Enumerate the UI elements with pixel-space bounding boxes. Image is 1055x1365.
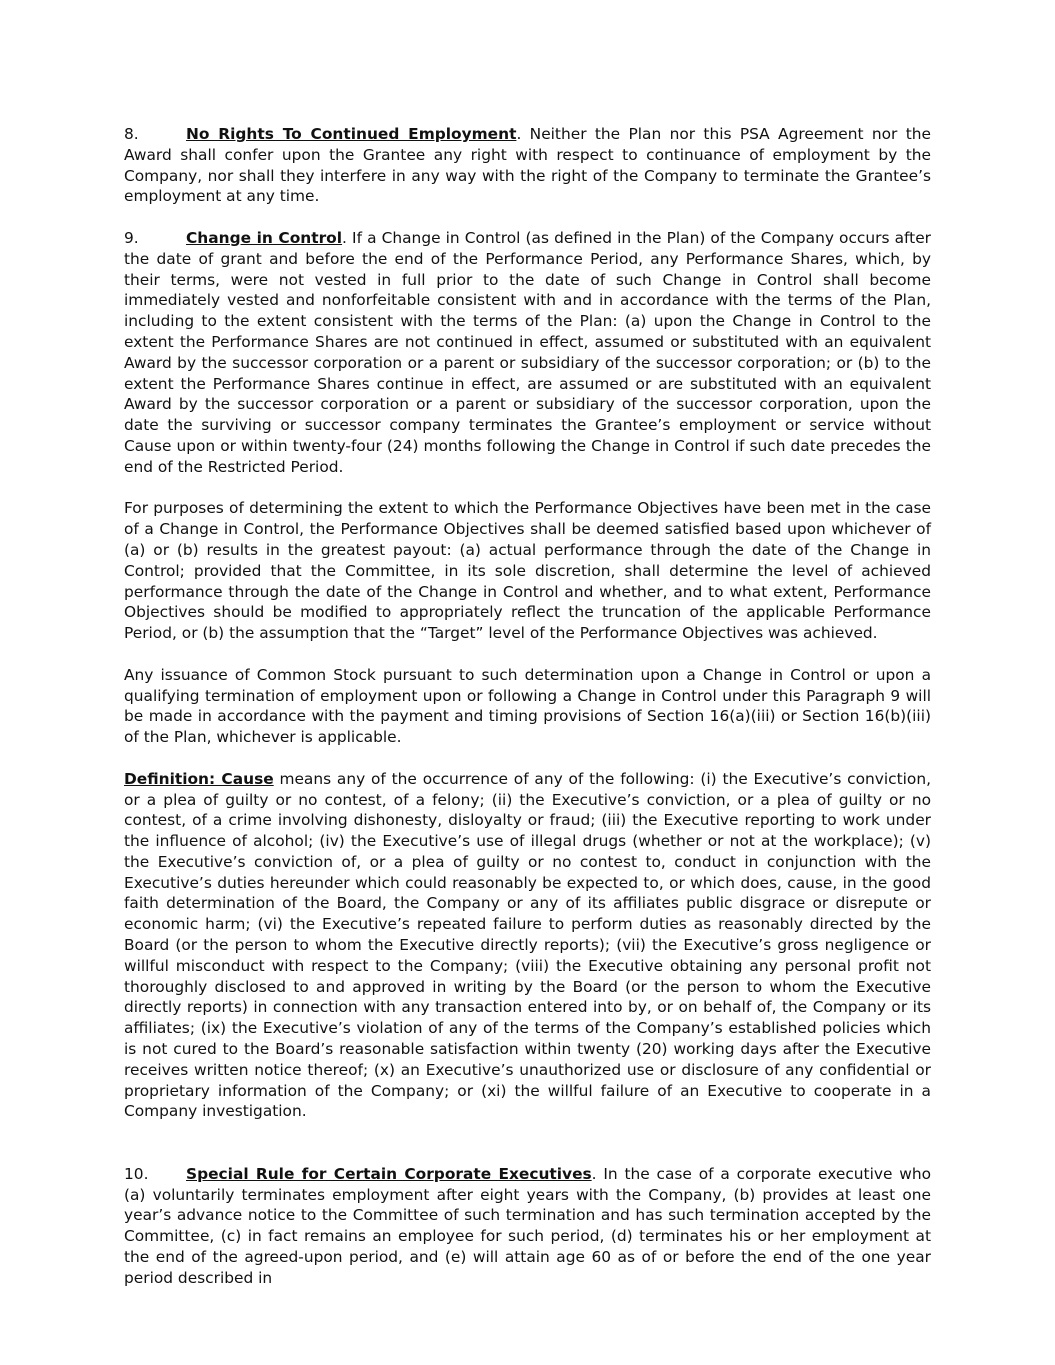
definition-body: means any of the occurrence of any of the following: (i) the Executive’s conviction, or a plea of guilty or no contest, of a felony; (ii) the Executive’s conviction, or a plea of guilty or no contest, of a crime involving dishonesty, disloyalty or fraud; (iii) the Executive reporting to work under the influence of alcohol; (iv) the Executive’s use of illegal drugs (whether or not at the workplace); (v) the Executive’s conviction of, or a plea of guilty or no contest to, conduct in conjunction with the Executive’s duties hereunder which could reasonably be expected to, or which does, cause, in the good faith determination of the Board, the Company or any of its affiliates public disgrace or disrepute or economic harm; (vi) the Executive’s repeated failure to perform duties as reasonably directed by the Board (or the person to whom the Executive directly reports); (vii) the Executive’s gross negligence or willful misconduct with respect to the Company; (viii) the Executive obtaining any personal profit not thoroughly disclosed to and approved in writing by the Board (or the person to whom the Executive directly reports) in connection with any transaction entered into by, or on behalf of, the Company or its affiliates; (ix) the Executive’s violation of any of the terms of the Company’s established policies which is not cured to the Board’s reasonable satisfaction within twenty (20) working days after the Executive receives written notice thereof; (x) an Executive’s unauthorized use or disclosure of any confidential or proprietary information of the Company; or (xi) the willful failure of an Executive to cooperate in a Company investigation.: [124, 769, 931, 1121]
spacer: [124, 1143, 931, 1164]
section-heading: Special Rule for Certain Corporate Executives: [186, 1164, 592, 1183]
section-number: 9.: [124, 228, 139, 247]
paragraph-common-stock-issuance: Any issuance of Common Stock pursuant to such determination upon a Change in Control or upon a qualifying termination of employment upon or following a Change in Control under this Paragraph 9 will be made in accordance with the payment and timing provisions of Section 16(a)(iii) or Section 16(b)(iii) of the Plan, whichever is applicable.: [124, 665, 931, 747]
section-body: . If a Change in Control (as defined in the Plan) of the Company occurs after the date of grant and before the end of the Performance Period, any Performance Shares, which, by their terms, were not vested in full prior to the date of such Change in Control shall become immediately vested and nonforfeitable consistent with and in accordance with the terms of the Plan, including to the extent consistent with the terms of the Plan: (a) upon the Change in Control to the extent the Performance Shares are not continued in effect, assumed or substituted with an equivalent Award by the successor corporation or a parent or subsidiary of the successor corporation; or (b) to the extent the Performance Shares continue in effect, are assumed or are substituted with an equivalent Award by the successor corporation or a parent or subsidiary of the successor corporation, upon the date the surviving or successor company terminates the Grantee’s employment or service without Cause upon or within twenty-four (24) months following the Change in Control if such date precedes the end of the Restricted Period.: [124, 228, 931, 476]
document-page: [124, 124, 931, 1309]
section-10: [124, 1164, 931, 1289]
section-heading: Change in Control: [186, 228, 343, 247]
definition-heading: Definition: Cause: [124, 769, 274, 788]
section-number: 8.: [124, 125, 139, 143]
paragraph-performance-objectives: For purposes of determining the extent to which the Performance Objectives have been met in the case of a Change in Control, the Performance Objectives shall be deemed satisfied based upon whichever of (a) or (b) results in the greatest payout: (a) actual performance through the date of the Change in Control; provided that the Committee, in its sole discretion, shall determine the level of achieved performance through the date of the Change in Control and whether, and to what extent, Performance Objectives should be modified to appropriately reflect the truncation of the applicable Performance Period, or (b) the assumption that the “Target” level of the Performance Objectives was achieved.: [124, 499, 931, 643]
section-body: . In the case of a corporate executive who (a) voluntarily terminates employment after eight years with the Company, (b) provides at least one year’s advance notice to the Committee of such termination and has such termination accepted by the Committee, (c) in fact remains an employee for such period, (d) terminates his or her employment at the end of the agreed-upon period, and (e) will attain age 60 as of or before the end of the one year period described in: [124, 1164, 931, 1287]
section-8: [124, 124, 931, 207]
section-body: . Neither the Plan nor this PSA Agreement nor the Award shall confer upon the Grantee any right with respect to continuance of employment by the Company, nor shall they interfere in any way with the right of the Company to terminate the Grantee’s employment at any time.: [124, 125, 931, 206]
section-number: 10.: [124, 1164, 149, 1183]
definition-cause: [124, 769, 931, 1123]
section-heading: No Rights To Continued Employment: [186, 125, 517, 143]
section-9: [124, 228, 931, 478]
